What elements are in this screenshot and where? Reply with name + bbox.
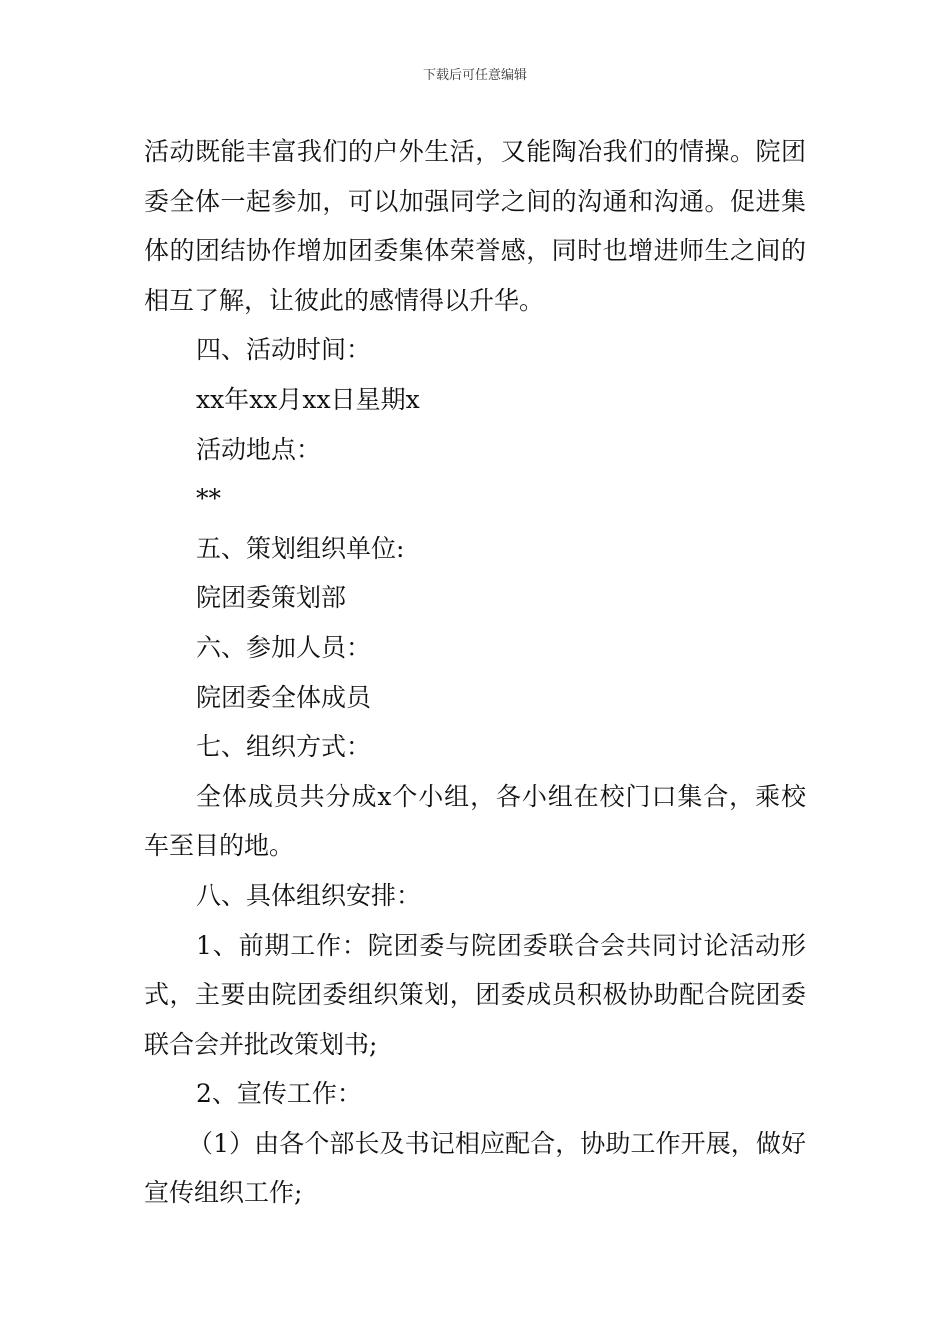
arrangement-preliminary-work: 1、前期工作：院团委与院团委联合会共同讨论活动形式，主要由院团委组织策划，团委成员积极协助配合院团委联合会并批改策划书; [144, 930, 806, 1059]
activity-date: xx年xx月xx日星期x [196, 384, 420, 414]
heading-activity-time: 四、活动时间： [196, 335, 372, 365]
activity-location: ** [196, 484, 221, 514]
arrangement-publicity-work: 2、宣传工作： [196, 1079, 362, 1109]
document-body [144, 127, 806, 1218]
organization-method: 全体成员共分成x个小组，各小组在校门口集合，乘校车至目的地。 [144, 781, 806, 861]
participants: 院团委全体成员 [196, 682, 372, 712]
heading-participants: 六、参加人员： [196, 632, 372, 662]
page-header: 下载后可任意编辑 [422, 68, 527, 83]
publicity-item-1: （1）由各个部长及书记相应配合，协助工作开展，做好宣传组织工作; [144, 1128, 806, 1208]
heading-arrangements: 八、具体组织安排： [196, 880, 422, 910]
heading-activity-location: 活动地点： [196, 434, 322, 464]
paragraph-purpose: 活动既能丰富我们的户外生活，又能陶冶我们的情操。院团委全体一起参加，可以加强同学之间的沟通和沟通。促进集体的团结协作增加团委集体荣誉感，同时也增进师生之间的相互了解，让彼此的感情得以升华。 [144, 137, 806, 315]
heading-organization-method: 七、组织方式： [196, 732, 372, 762]
heading-organizer: 五、策划组织单位: [196, 533, 405, 563]
organizer: 院团委策划部 [196, 583, 347, 613]
